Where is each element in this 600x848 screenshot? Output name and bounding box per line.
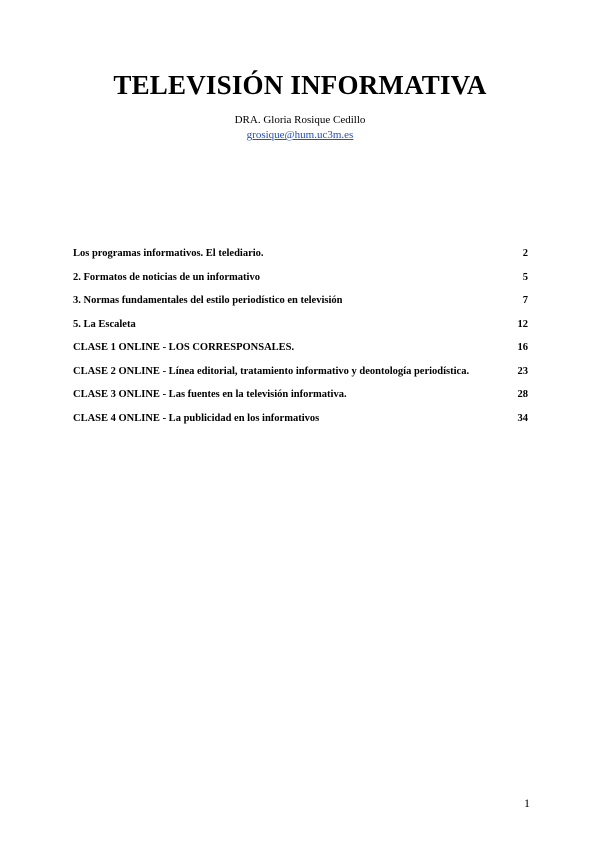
toc-entry-label: CLASE 4 ONLINE - La publicidad en los informativos — [73, 412, 320, 424]
toc-entry-label: Los programas informativos. El telediario. — [73, 248, 264, 259]
toc-entry-label: CLASE 3 ONLINE - Las fuentes en la televisión informativa. — [73, 389, 347, 400]
toc-entry[interactable] — [73, 413, 528, 437]
table-of-contents — [73, 248, 528, 436]
toc-entry-page: 34 — [517, 412, 528, 424]
toc-entry-label: 2. Formatos de noticias de un informativo — [73, 271, 260, 283]
toc-entry-page: 12 — [517, 318, 528, 330]
page-number: 1 — [524, 796, 530, 810]
author-email — [0, 129, 600, 141]
toc-entry-page: 28 — [517, 389, 528, 400]
toc-entry[interactable] — [73, 342, 528, 366]
author-name: DRA. Gloria Rosique Cedillo — [234, 114, 366, 126]
toc-entry-page: 2 — [522, 248, 528, 259]
toc-entry-page: 16 — [517, 342, 528, 353]
toc-entry[interactable] — [73, 248, 528, 272]
toc-entry[interactable] — [73, 389, 528, 413]
toc-entry-page: 7 — [522, 295, 528, 306]
toc-entry-label: CLASE 1 ONLINE - LOS CORRESPONSALES. — [73, 342, 295, 353]
toc-entry-label: CLASE 2 ONLINE - Línea editorial, tratamiento informativo y deontología periodística. — [73, 365, 470, 377]
document-title: TELEVISIÓN INFORMATIVA — [113, 70, 487, 100]
toc-entry-label: 5. La Escaleta — [73, 318, 136, 330]
toc-entry-page: 5 — [522, 271, 528, 283]
toc-entry[interactable] — [73, 366, 528, 390]
toc-entry[interactable] — [73, 319, 528, 343]
toc-entry[interactable] — [73, 272, 528, 296]
toc-entry[interactable] — [73, 295, 528, 319]
toc-entry-label: 3. Normas fundamentales del estilo periodístico en televisión — [73, 295, 343, 306]
toc-entry-page: 23 — [517, 365, 528, 377]
email-link[interactable]: grosique@hum.uc3m.es — [246, 129, 354, 141]
